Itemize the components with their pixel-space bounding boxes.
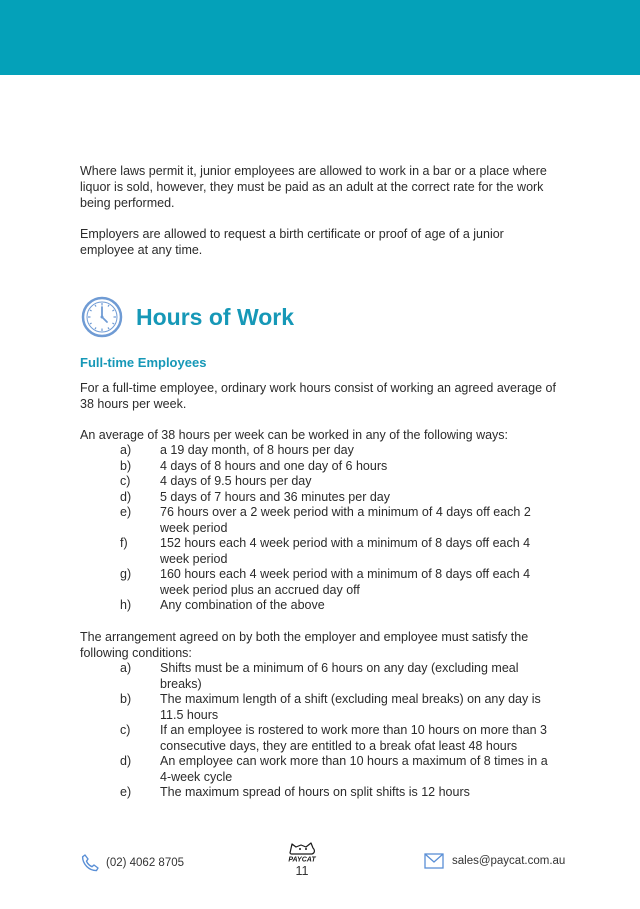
list-item [80, 490, 560, 506]
list-item [80, 692, 560, 723]
page-footer [0, 840, 640, 890]
list-item [80, 567, 560, 598]
list-marker: d) [120, 489, 132, 504]
conditions-intro-paragraph: The arrangement agreed on by both the employer and employee must satisfy the following conditions: [80, 630, 529, 660]
list-item [80, 754, 560, 785]
subsection-title: Full-time Employees [80, 355, 207, 370]
intro-paragraph-1: Where laws permit it, junior employees are allowed to work in a bar or a place where liquor is sold, however, they must be paid as an adult at the correct rate for the work being performed. [80, 164, 547, 210]
list-marker: f) [120, 536, 128, 550]
intro-paragraph-2: Employers are allowed to request a birth certificate or proof of age of a junior employee at any time. [80, 227, 504, 257]
list-text: The maximum length of a shift (excluding meal breaks) on any day is 11.5 hours [160, 692, 541, 722]
phone-icon [80, 853, 100, 873]
header-band [0, 0, 640, 75]
list-text: 4 days of 9.5 hours per day [160, 474, 312, 488]
list-marker: c) [120, 723, 131, 737]
list-marker: d) [120, 754, 132, 768]
list-item [80, 459, 560, 475]
footer-email [424, 853, 565, 869]
list-marker: b) [120, 692, 132, 706]
list-item [80, 661, 560, 692]
list-item [80, 723, 560, 754]
list-text: a 19 day month, of 8 hours per day [160, 443, 354, 457]
list-item [80, 474, 560, 490]
list-text: 152 hours each 4 week period with a minimum of 8 days off each 4 week period [160, 536, 531, 566]
list-marker: h) [120, 598, 132, 612]
list-text: 5 days of 7 hours and 36 minutes per day [160, 489, 391, 504]
svg-text:PAYCAT: PAYCAT [288, 856, 316, 864]
page-number: 11 [295, 864, 309, 878]
footer-phone [80, 853, 184, 873]
email-address: sales@paycat.com.au [452, 855, 566, 867]
list-text: Shifts must be a minimum of 6 hours on any day (excluding meal breaks) [160, 661, 519, 691]
list-item [80, 598, 560, 614]
list-marker: e) [120, 505, 132, 519]
list-text: 4 days of 8 hours and one day of 6 hours [160, 458, 388, 473]
list-text: 76 hours over a 2 week period with a minimum of 4 days off each 2 week period [160, 505, 531, 535]
list-text: 160 hours each 4 week period with a minimum of 8 days off each 4 week period plus an accrued day off [160, 567, 531, 597]
ways-list [80, 443, 560, 614]
list-item [80, 536, 560, 567]
list-marker: b) [120, 458, 132, 473]
list-marker: c) [120, 474, 131, 488]
paycat-logo [284, 840, 320, 864]
fulltime-paragraph: For a full-time employee, ordinary work hours consist of working an agreed average of 38 hours per week. [80, 381, 556, 411]
conditions-list [80, 661, 560, 801]
section-heading-row [80, 292, 294, 342]
ways-intro-paragraph: An average of 38 hours per week can be worked in any of the following ways: [80, 428, 509, 442]
list-marker: a) [120, 443, 132, 457]
list-text: If an employee is rostered to work more than 10 hours on more than 3 consecutive days, they are entitled to a break ofat least 48 hours [160, 723, 548, 753]
list-text: The maximum spread of hours on split shifts is 12 hours [160, 785, 470, 799]
envelope-icon [424, 853, 444, 869]
list-marker: g) [120, 567, 132, 581]
list-item [80, 505, 560, 536]
section-title: Hours of Work [136, 303, 295, 330]
list-text: An employee can work more than 10 hours a maximum of 8 times in a 4-week cycle [160, 754, 548, 784]
clock-icon [80, 295, 124, 339]
list-item [80, 443, 560, 459]
list-item [80, 785, 560, 801]
list-marker: a) [120, 661, 132, 675]
phone-number: (02) 4062 8705 [106, 857, 185, 869]
list-marker: e) [120, 785, 132, 799]
list-text: Any combination of the above [160, 598, 325, 612]
